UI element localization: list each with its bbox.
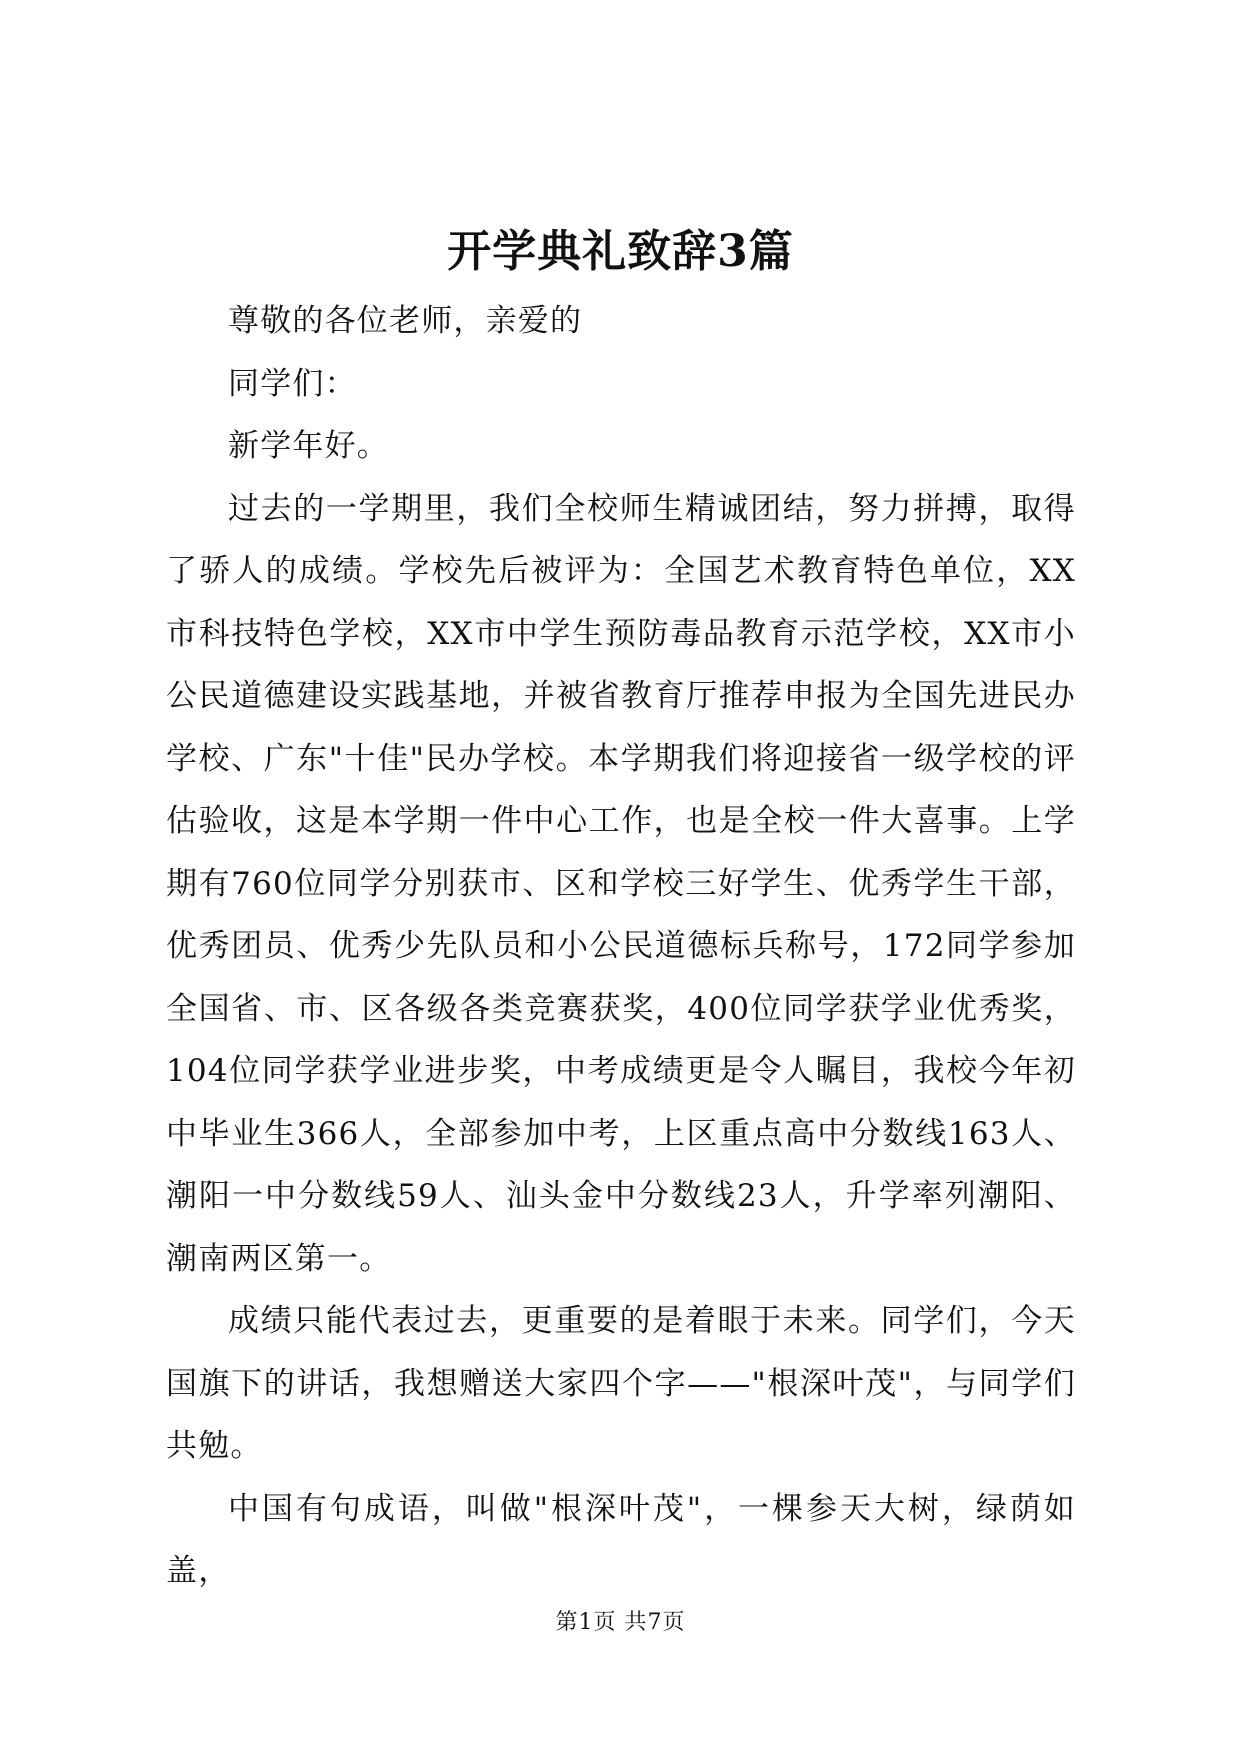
page-footer: 第1页 共7页: [555, 1610, 686, 1635]
paragraph-addressee: 同学们：: [228, 365, 357, 402]
paragraph-salutation: 尊敬的各位老师，亲爱的: [228, 303, 583, 339]
paragraph-future: 成绩只能代表过去，更重要的是着眼于未来。同学们，今天国旗下的讲话，我想赠送大家四个字——"根深叶茂"，与同学们共勉。: [166, 1303, 1076, 1464]
paragraph-idiom: 中国有句成语，叫做"根深叶茂"，一棵参天大树，绿荫如盖，: [166, 1490, 1076, 1589]
document-title: 开学典礼致辞3篇: [447, 226, 794, 277]
paragraph-achievements: 过去的一学期里，我们全校师生精诚团结，努力拼搏，取得了骄人的成绩。学校先后被评为：全国艺术教育特色单位，XX市科技特色学校，XX市中学生预防毒品教育示范学校，XX市小公民道德建设实践基地，并被省教育厅推荐申报为全国先进民办学校、广东"十佳"民办学校。本学期我们将迎接省一级学校的评估验收，这是本学期一件中心工作，也是全校一件大喜事。上学期有760位同学分别获市、区和学校三好学生、优秀学生干部，优秀团员、优秀少先队员和小公民道德标兵称号，172同学参加全国省、市、区各级各类竞赛获奖，400位同学获学业优秀奖，104位同学获学业进步奖，中考成绩更是令人瞩目，我校今年初中毕业生366人，全部参加中考，上区重点高中分数线163人、潮阳一中分数线59人、汕头金中分数线23人，升学率列潮阳、潮南两区第一。: [166, 490, 1076, 1277]
paragraph-greeting: 新学年好。: [228, 428, 389, 464]
document-body: [166, 290, 1076, 1603]
